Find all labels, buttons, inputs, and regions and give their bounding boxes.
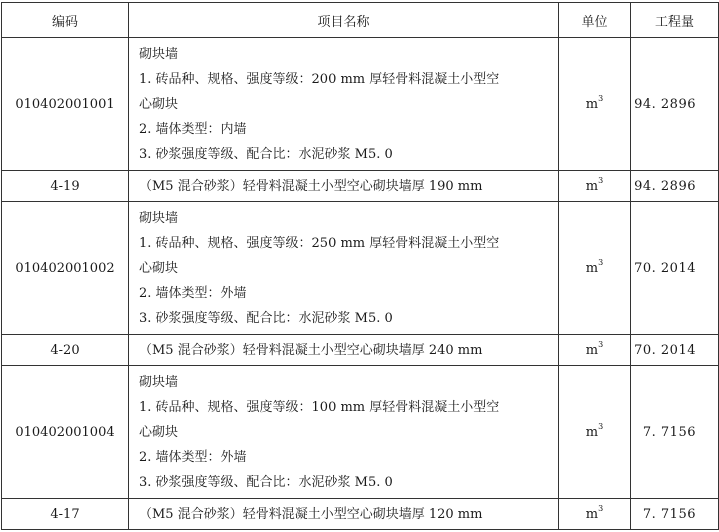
item-quantity: 7. 7156 [631, 366, 719, 499]
quantity-table [1, 2, 719, 530]
desc-line: 3. 砂浆强度等级、配合比：水泥砂浆 M5. 0 [139, 310, 393, 326]
header-quantity: 工程量 [631, 3, 719, 38]
item-description [129, 38, 559, 171]
desc-line: 2. 墙体类型：内墙 [139, 121, 247, 137]
item-quantity: 7. 7156 [631, 499, 719, 530]
desc-line: 1. 砖品种、规格、强度等级：200 mm 厚轻骨料混凝土小型空 [139, 71, 500, 87]
item-code: 010402001004 [2, 366, 129, 499]
item-description: （M5 混合砂浆）轻骨料混凝土小型空心砌块墙厚 120 mm [129, 499, 559, 530]
desc-line: 砌块墙 [139, 46, 179, 62]
item-unit [559, 38, 631, 171]
unit-base: m [585, 342, 599, 358]
desc-line: 1. 砖品种、规格、强度等级：100 mm 厚轻骨料混凝土小型空 [139, 399, 500, 415]
unit-base: m [585, 260, 599, 276]
desc-line: 2. 墙体类型：外墙 [139, 285, 247, 301]
header-name: 项目名称 [129, 3, 559, 38]
desc-line: 砌块墙 [139, 374, 179, 390]
desc-line: 3. 砂浆强度等级、配合比：水泥砂浆 M5. 0 [139, 474, 393, 490]
item-quantity: 70. 2014 [631, 202, 719, 335]
item-description: （M5 混合砂浆）轻骨料混凝土小型空心砌块墙厚 190 mm [129, 171, 559, 202]
item-code: 4-20 [2, 335, 129, 366]
item-code: 010402001002 [2, 202, 129, 335]
item-unit [559, 366, 631, 499]
header-unit: 单位 [559, 3, 631, 38]
table-row [2, 202, 719, 335]
table-row [2, 366, 719, 499]
item-unit [559, 335, 631, 366]
unit-base: m [585, 96, 599, 112]
item-code: 010402001001 [2, 38, 129, 171]
item-quantity: 94. 2896 [631, 171, 719, 202]
unit-base: m [585, 424, 599, 440]
item-description [129, 366, 559, 499]
table-row [2, 335, 719, 366]
item-description: （M5 混合砂浆）轻骨料混凝土小型空心砌块墙厚 240 mm [129, 335, 559, 366]
unit-exponent: 3 [598, 175, 604, 185]
item-quantity: 70. 2014 [631, 335, 719, 366]
desc-line: 2. 墙体类型：外墙 [139, 449, 247, 465]
table-row [2, 38, 719, 171]
desc-line: 心砌块 [139, 96, 179, 112]
unit-exponent: 3 [598, 93, 604, 103]
item-quantity: 94. 2896 [631, 38, 719, 171]
item-unit [559, 202, 631, 335]
table-row [2, 171, 719, 202]
unit-base: m [585, 506, 599, 522]
item-description [129, 202, 559, 335]
unit-exponent: 3 [598, 503, 604, 513]
desc-line: 3. 砂浆强度等级、配合比：水泥砂浆 M5. 0 [139, 146, 393, 162]
desc-line: 心砌块 [139, 424, 179, 440]
unit-base: m [585, 178, 599, 194]
item-code: 4-19 [2, 171, 129, 202]
item-code: 4-17 [2, 499, 129, 530]
header-row [2, 3, 719, 38]
unit-exponent: 3 [598, 421, 604, 431]
item-unit [559, 499, 631, 530]
desc-line: 砌块墙 [139, 210, 179, 226]
unit-exponent: 3 [598, 339, 604, 349]
unit-exponent: 3 [598, 257, 604, 267]
header-code: 编码 [2, 3, 129, 38]
table-row [2, 499, 719, 530]
item-unit [559, 171, 631, 202]
desc-line: 心砌块 [139, 260, 179, 276]
desc-line: 1. 砖品种、规格、强度等级：250 mm 厚轻骨料混凝土小型空 [139, 235, 500, 251]
